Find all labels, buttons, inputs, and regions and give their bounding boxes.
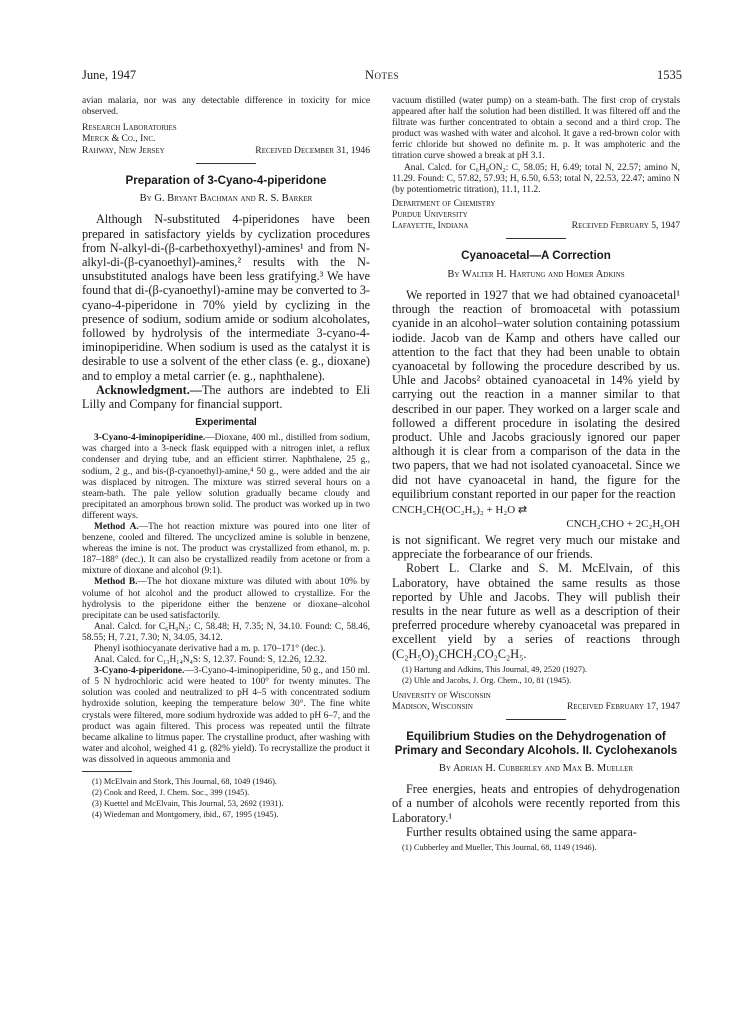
header-section: Notes xyxy=(364,68,400,82)
address-line: Research Laboratories xyxy=(82,122,177,134)
article-authors: By Walter H. Hartung and Homer Adkins xyxy=(447,268,625,280)
experimental-heading: Experimental xyxy=(195,417,257,429)
footnotes xyxy=(82,776,370,820)
footnote-divider xyxy=(82,771,132,772)
header-date: June, 1947 xyxy=(82,68,137,82)
address-line: Department of Chemistry xyxy=(392,197,496,209)
footnotes xyxy=(392,842,680,853)
received-date: Received February 5, 1947 xyxy=(571,220,680,232)
continuation-text: vacuum distilled (water pump) on a steam-bath. The first crop of crystals appeared after half the solution had been distilled. It was filtered off and the filtrate was further concentrated to obtain a second and a third crop. The product was washed with water and alcohol. It gave a red-brown color with ferric chloride but showed no definite m. p. It was amphoteric and the titration curve showed a break at pH 3.1. xyxy=(392,96,680,162)
body-paragraph: We reported in 1927 that we had obtained cyanoacetal¹ through the reaction of bromoacetal with potassium cyanide in an alcohol–water solution containing potassium iodide. Jacob van de Kamp and others have called our attention to the fact that they had been unable to obtain cyanoacetal by following the procedure described by us. Uhle and Jacobs² obtained cyanoacetal in 14% yield by carrying out the reaction in a manner similar to that described in our paper. They worked on a larger scale and followed a different procedure in isolating the desired product. Uhle and Jacobs graciously ignored our paper although it is clear from a comparison of the data in the two papers, that we had not isolated cyanoacetal. Since we did not have cyanoacetal in hand, the figure for the equilibrium constant reported in our paper for the reaction xyxy=(392,287,680,501)
footnote: (1) Cubberley and Mueller, This Journal, 68, 1149 (1946). xyxy=(402,842,597,852)
compound-label: 3-Cyano-4-iminopiperidine. xyxy=(94,433,206,444)
paragraph-text: —The hot reaction mixture was poured into one liter of benzene, cooled and filtered. The uncyclized amine is soluble in benzene, whereas the imine is not. The product was crystallized from ethanol, m. p. 187–188° (dec.). It can also be crystallized readily from acetone or from a mixture of dioxane and alcohol (9:1). xyxy=(82,521,371,577)
divider xyxy=(506,238,566,239)
article-title: Preparation of 3-Cyano-4-piperidone xyxy=(125,173,327,187)
equation-right: CNCH₂CHO + 2C₂H₅OH xyxy=(566,518,680,530)
reaction-equation xyxy=(392,503,680,531)
body-paragraph: Further results obtained using the same appara- xyxy=(406,824,637,839)
acknowledgment-paragraph xyxy=(82,383,370,411)
footnote: (3) Kuettel and McElvain, This Journal, 53, 2692 (1931). xyxy=(92,799,284,809)
equation-left: CNCH₂CH(OC₂H₅)₂ + H₂O ⇄ xyxy=(392,504,528,516)
method-a-paragraph xyxy=(82,522,370,577)
paragraph-text: —3-Cyano-4-iminopiperidine, 50 g., and 150 ml. of 5 N hydrochloric acid were heated to 100° for twenty minutes. The solution was cooled and neutralized to pH 4–5 with concentrated sodium hydroxide solution, keeping the temperature below 30°. The fine white crystals were filtered, more sodium hydroxide was added to pH 6–7, and the product was again filtered. This process was repeated until the filtrate became alkaline to litmus paper. The crystalline product, after washing with water and alcohol, weighed 41 g. (82% yield). To recrystallize the product it was dissolved in aqueous ammonia and xyxy=(82,666,370,765)
address-line: Madison, Wisconsin xyxy=(392,701,473,713)
address-line: Merck & Co., Inc. xyxy=(82,133,156,145)
paragraph-text: —The hot dioxane mixture was diluted with about 10% by volume of hot alcohol and the product allowed to crystallize. For the hydrolysis to the piperidone either the benzene or dioxane–alcohol precipitate can be used satisfactorily. xyxy=(82,577,370,621)
body-paragraph: Free energies, heats and entropies of dehydrogenation of a number of alcohols were recently reported from this Laboratory.¹ xyxy=(392,782,680,825)
derivative-paragraph: Phenyl isothiocyanate derivative had a m. p. 170–171° (dec.). xyxy=(94,644,326,655)
footnote: (2) Uhle and Jacobs, J. Org. Chem., 10, 81 (1945). xyxy=(402,675,572,685)
header-page-number: 1535 xyxy=(657,68,682,82)
continuation-text: avian malaria, nor was any detectable difference in toxicity for mice observed. xyxy=(82,96,370,118)
address-block-purdue xyxy=(392,198,680,232)
intro-paragraph: Although N-substituted 4-piperidones have been prepared in satisfactory yields by cyclization procedures from N-alkyl-di-(β-carbethoxyethyl)-amines¹ and from N-alkyl-di-(β-cyanoethyl)-amines,² results with the N-unsubstituted analogs have been less gratifying.³ We have found that di-(β-cyanoethyl)-amine may be converted to 3-cyano-4-piperidone in 70% yield by cyclizing in the presence of sodium, sodium amide or sodium alcoholates, followed by hydrolysis of the intermediate 3-cyano-4-iminopiperidine. When sodium is used as the catalyst it is desirable to use a solvent of the ether class (e. g., dioxane) and to employ a metal carrier (e. g., naphthalene). xyxy=(82,212,370,383)
body-paragraph: Robert L. Clarke and S. M. McElvain, of this Laboratory, have obtained the same results as those reported by Uhle and Jacobs. They will publish their results in the near future as well as a description of their preferred procedure whereby cyanoacetal was prepared in excellent yield by a series of reactions through (C₂H₅O)₂CHCH₂CO₂C₂H₅. xyxy=(392,561,680,661)
address-line: Lafayette, Indiana xyxy=(392,220,469,232)
analysis-paragraph: Anal. Calcd. for C₁₃H₁₄N₄S: S, 12.37. Found: S, 12.26, 12.32. xyxy=(94,655,327,666)
footnotes xyxy=(392,664,680,686)
experimental-paragraph xyxy=(82,666,370,766)
address-block-wisconsin xyxy=(392,690,680,712)
footnote: (1) Hartung and Adkins, This Journal, 49, 2520 (1927). xyxy=(402,664,588,674)
ack-label: Acknowledgment.— xyxy=(96,382,202,397)
footnote: (4) Wiedeman and Montgomery, ibid., 67, 1995 (1945). xyxy=(92,810,279,820)
left-column xyxy=(82,96,370,820)
article-title: Cyanoacetal—A Correction xyxy=(461,249,611,263)
footnote: (1) McElvain and Stork, This Journal, 68, 1049 (1946). xyxy=(92,777,278,787)
compound-label: 3-Cyano-4-piperidone. xyxy=(94,666,185,677)
divider xyxy=(196,163,256,164)
article-title: Equilibrium Studies on the Dehydrogenation of Primary and Secondary Alcohols. II. Cyclohexanols xyxy=(394,730,678,757)
received-date: Received February 17, 1947 xyxy=(566,701,680,713)
page-header xyxy=(82,68,682,84)
method-label: Method A. xyxy=(94,521,139,532)
body-paragraph: is not significant. We regret very much our mistake and appreciate the forbearance of our friends. xyxy=(392,533,680,562)
article-authors: By G. Bryant Bachman and R. S. Barker xyxy=(139,193,313,205)
analysis-paragraph: Anal. Calcd. for C₆H₈ON₂: C, 58.05; H, 6.49; total N, 22.57; amino N, 11.29. Found: C, 57.82, 57.93; H, 6.50, 6.53; total N, 22.53, 22.47; amino N (by potentiometric titration), 11.1, 11.2. xyxy=(392,162,680,195)
address-line: University of Wisconsin xyxy=(392,689,491,701)
received-date: Received December 31, 1946 xyxy=(255,144,370,156)
paragraph-text: —Dioxane, 400 ml., distilled from sodium, was charged into a 3-neck flask equipped with a nitrogen inlet, a reflux condenser and drying tube, and an efficient stirrer. Naphthalene, 25 g., sodium, 2 g., and bis-(β-cyanoethyl)-amine,⁴ 50 g., were added and the air was displaced by nitrogen. The mixture was stirred several hours on a steam-bath. The pale yellow solution gradually became cloudy and precipitated an amorphous brown solid. The product was worked up in two different ways. xyxy=(82,433,370,521)
divider xyxy=(506,719,566,720)
experimental-paragraph xyxy=(82,433,370,522)
address-line: Rahway, New Jersey xyxy=(82,144,165,156)
right-column xyxy=(392,96,680,853)
address-block-merck xyxy=(82,122,370,156)
article-authors: By Adrian H. Cubberley and Max B. Mueller xyxy=(438,763,634,775)
address-line: Purdue University xyxy=(392,209,468,221)
method-label: Method B. xyxy=(94,577,138,588)
method-b-paragraph xyxy=(82,577,370,621)
footnote: (2) Cook and Reed, J. Chem. Soc., 399 (1945). xyxy=(92,788,250,798)
analysis-paragraph: Anal. Calcd. for C₆H₉N₃: C, 58.48; H, 7.35; N, 34.10. Found: C, 58.46, 58.55; H, 7.21, 7.30; N, 34.05, 34.12. xyxy=(82,621,370,643)
ack-text: The authors are indebted to Eli Lilly and Company for financial support. xyxy=(82,382,370,411)
